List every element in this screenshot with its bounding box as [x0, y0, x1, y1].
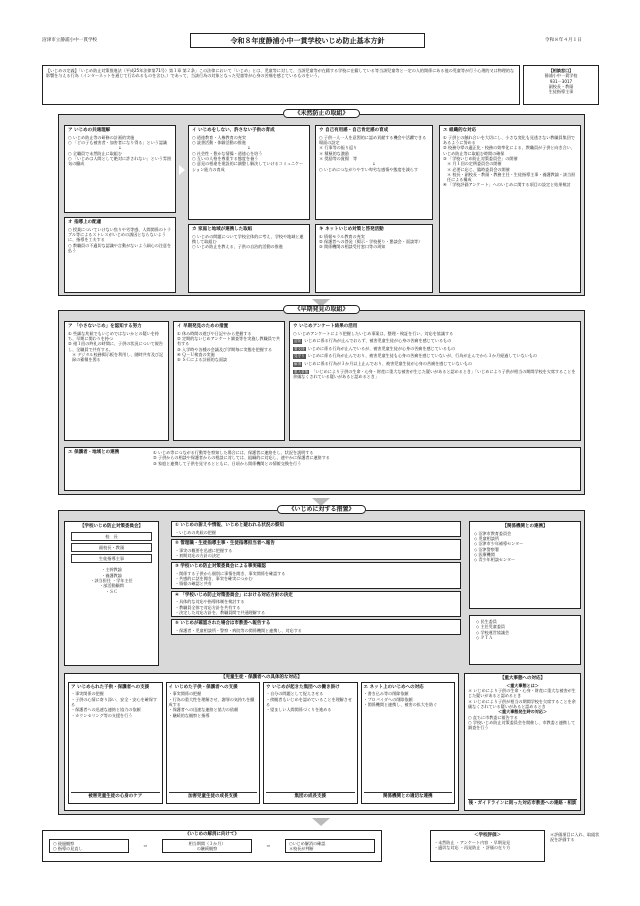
- list-item: ○ いじめにつながりやすい卑劣な感情や態度を減らす: [319, 166, 418, 172]
- prevention-c: [315, 125, 433, 220]
- contact-line: 生徒指導主事: [548, 89, 574, 95]
- prevention-e: [64, 217, 176, 293]
- agency-item: ◇ 沼津警察署: [474, 546, 499, 552]
- agency-item: ◇ 児童相談所: [474, 535, 499, 541]
- row-text: いじめに係る行為が止んでおらず、被害児童生徒が心身の苦痛を感じているもの: [304, 337, 452, 343]
- down-arrow-icon: ↓: [247, 145, 251, 151]
- support-col-title: イ いじめた子供・保護者への支援: [168, 684, 238, 690]
- early-a-title: ア 「小さないじめ」を認知する努力: [68, 324, 142, 329]
- list-item: ・適切な対応 ・再発防止 ・評価の在り方: [434, 844, 511, 850]
- list-item: ③ 関係機関の相談受付窓口等の周知: [319, 244, 386, 250]
- member-label: ・主幹教諭: [101, 567, 122, 573]
- right-arrow-icon: [179, 165, 185, 175]
- cooperation-title: エ 保護者・地域との連携: [68, 450, 120, 455]
- step-number: ②: [175, 540, 179, 546]
- member-label: ・養護教諭: [101, 572, 122, 578]
- list-item: ・自分の問題として捉えさせる: [266, 691, 324, 697]
- early-b-title: イ 早期発見のための措置: [177, 324, 229, 329]
- step-sub: ・事実の概要を迅速に把握する: [175, 547, 233, 553]
- list-item: ・行為の重大性を理解させ、謝罪の気持ちを醸成する: [168, 696, 255, 707]
- support-col-title: エ ネット上のいじめへの対応: [363, 684, 424, 690]
- table-row: [293, 346, 577, 352]
- step-item: [171, 591, 461, 618]
- prevention-d: [439, 125, 581, 293]
- list-item: ＊ デジタル校務掲示板を利用し、随時共有及び記録の蓄積を図る: [72, 351, 164, 363]
- agency-item: ◇ 医療機関: [474, 551, 495, 557]
- list-item: ・継続的な観察と指導: [168, 712, 210, 718]
- row-text: いじめに係る行為が止んでいるが、被害児童生徒が心身の苦痛を感じているもの: [307, 345, 456, 351]
- partners-box: [469, 615, 581, 665]
- member-label: ・部活動顧問: [99, 583, 124, 589]
- member-label: 副校長・教頭: [71, 543, 152, 552]
- list-item: ○ 教職員の不適切な認識や言動がないよう細心の注意を払う: [68, 242, 172, 253]
- early-detection-section: [58, 306, 585, 495]
- member-label: 校 長: [71, 532, 152, 541]
- list-item: ○ 社会性・豊かな情操・道徳心を培う: [192, 150, 263, 156]
- right-arrow-icon: ⇨: [143, 843, 148, 849]
- support-col: [263, 682, 358, 804]
- list-item: ・プロバイダへの削除依頼: [363, 696, 413, 702]
- prevention-f-title: カ 家庭と地域が連携した取組: [192, 227, 253, 232]
- support-col-foot: 加害児童生徒の成長支援: [169, 792, 258, 800]
- list-item: ○ 子供一人一人を意図的に認め貢献する機会や活躍できる場面の設定: [319, 134, 427, 145]
- prevention-b-title: イ いじめをしない、許さない子供の育成: [192, 128, 275, 133]
- list-item: ・事実関係の把握: [71, 691, 104, 697]
- list-item: ③ 家庭と連携して子供を見守るとともに、日頃から関係機関との情報交換を行う: [153, 460, 302, 466]
- resolution-heading: 《いじめの解消に向けて》: [185, 832, 239, 837]
- serious-foot: 後・ガイドラインに則った対応市教委への連絡・相談: [468, 801, 577, 807]
- row-tag: 重大事態: [294, 369, 309, 374]
- list-item: ・事実関係の把握: [168, 691, 202, 697]
- list-item: ・関係機関と連携し、被害の拡大を防ぐ: [363, 701, 438, 707]
- support-col-title: ウ いじめが起きた集団への働き掛け: [266, 684, 340, 690]
- list-item: ＊ 積極的な激励: [319, 150, 349, 156]
- list-item: ○ 学校いじめ防止対策委員会を開催し、市教委と連携して調査を行う: [468, 719, 576, 731]
- prevention-f: [188, 224, 310, 293]
- step-sub: ・具体的な対応や指導体制を検討する: [175, 599, 245, 605]
- list-item: ○ 指導の見直し: [53, 845, 83, 851]
- early-c-title: ウ いじめアンケート結果の活用: [293, 324, 358, 329]
- support-box: [64, 673, 459, 811]
- table-row: [293, 353, 577, 359]
- list-item: ＊ 校長・副校長・教頭・教務主任・生徒指導主事・養護教諭・該当担任による構成: [447, 171, 576, 183]
- list-item: ○ 経過観察: [53, 840, 75, 846]
- definition-box: [42, 65, 520, 105]
- partner-item: ◇ 学校運営協議会: [476, 629, 510, 635]
- prevention-e-title: オ 指導上の配慮: [68, 220, 102, 225]
- table-row: [293, 369, 577, 380]
- down-arrow-icon: ↓: [118, 145, 122, 151]
- list-item: ① 情報モラル教育の充実: [319, 233, 365, 239]
- resolution-left: [49, 839, 129, 854]
- list-item: ＊校長が判断: [289, 845, 314, 851]
- step-number: ④: [175, 592, 179, 598]
- partner-item: ◇ 民生委員: [476, 619, 497, 624]
- down-arrow-icon: ↓: [372, 161, 376, 167]
- list-item: ＊ いじめにより子供の生命・心身・財産に重大な被害が生じた疑いがあると認めるとき: [468, 687, 576, 699]
- list-item: ④ Ｑ－Ｕ検査の実施: [177, 351, 215, 357]
- row-tag: 見守り: [294, 354, 305, 359]
- support-col: [361, 682, 456, 804]
- early-c-intro: ○ いじめアンケートにより把握したいじめ事案は、整理・検証を行い、対応を協議する: [293, 330, 454, 336]
- resolution-mid: [162, 839, 252, 854]
- row-tag: 要支援: [294, 346, 305, 351]
- table-row: [293, 361, 577, 367]
- evaluation-box: [430, 830, 545, 862]
- list-item: ○ いじめ防止を教える、子供の自治的活動の推進: [192, 244, 283, 250]
- list-item: 相当期間（３か月）: [188, 840, 226, 846]
- list-item: ② 週１回の終礼の時間に、子供の状況について報告し、全職員で共有する。: [68, 341, 163, 352]
- evaluation-note: ＊評価項目に入れ、取組状況を評価する: [550, 832, 600, 843]
- evaluation-title: ＜学校評価＞: [474, 833, 501, 838]
- support-col: [166, 682, 261, 804]
- step-title: 「学校いじめ防止対策委員会」における対応方針の決定: [180, 592, 293, 598]
- down-arrow-icon: [312, 818, 330, 826]
- list-item: ⑤ ＳＣによる計画的な面談: [177, 357, 228, 363]
- contact-line: 静浦小中一貫学校: [544, 73, 578, 79]
- list-item: ・保護者への迅速な連絡と協力の依頼: [71, 707, 141, 713]
- contact-line: 副校長・教頭: [548, 83, 574, 89]
- row-text: 「いじめにより子供の生命・心身・財産に重大な被害が生じた疑いがあると認めるとき」「いじめにより子供が相当の期間学校を欠席することを余儀なくされている疑いがあると認めるとき」: [293, 368, 576, 380]
- response-steps: [171, 521, 461, 635]
- list-item: ・望ましい人間関係づくりを進める: [266, 707, 332, 713]
- step-sub: ・決定した対応方針を、教職員間で共通理解する: [175, 610, 266, 615]
- step-title: 学校いじめ防止対策委員会による事実確認: [180, 564, 266, 570]
- list-item: ① いじめ等につながる行動等を察知した場合には、保護者に連絡をし、状況を説明する: [153, 450, 314, 455]
- list-item: ＊ 行事等の振り返り: [319, 145, 358, 151]
- list-item: ④ 「学校評価アンケート」へのいじめに関する項目の設定と結果検討: [443, 182, 571, 188]
- document-date: 令和８年４月１日: [545, 38, 582, 43]
- support-col-foot: 被害児童生徒の心身のケア: [71, 792, 160, 800]
- prevention-c-title: ウ 自己有用感・自己肯定感の育成: [319, 128, 389, 133]
- list-item: ○ 直ちに市教委に報告する: [468, 714, 518, 720]
- step-title: いじめの訴えや情報、いじめと疑われる状況の察知: [180, 523, 284, 528]
- contact-line: 931－3017: [549, 78, 573, 84]
- early-c: [289, 321, 581, 441]
- list-item: ○ 意見の相違を建設的に調整し解決していけるコミュニケーション能力の育成: [192, 161, 304, 172]
- prevention-g: [315, 224, 433, 293]
- agency-item: ◇ 沼津市少年補導センター: [474, 541, 524, 547]
- right-arrow-icon: ⇨: [266, 843, 271, 849]
- list-item: ・カウンセリング等の支援を行う: [71, 712, 133, 718]
- prevention-g-title: キ ネットいじめ対策と啓発活動: [319, 227, 384, 232]
- list-item: ＜重大事態発生時の対応＞: [497, 709, 548, 715]
- response-section: [58, 506, 585, 815]
- list-item: ○ 道徳教育・人権教育の充実: [192, 134, 246, 140]
- serious-title: 【重大事態への対応】: [500, 676, 545, 681]
- prevention-d-title: エ 組織的な対応: [443, 128, 477, 133]
- agencies-box: [469, 521, 581, 609]
- list-item: ③ 「学校いじめ防止対策委員会」の開催: [443, 155, 518, 161]
- prevention-section: [58, 110, 585, 296]
- prevention-a-title: ア いじめの共通理解: [68, 128, 111, 133]
- list-item: ② 子供からの相談や保護者からの相談に対しては、組織的に対応し、速やかに保護者に連絡する: [153, 455, 330, 461]
- list-item: ② 校務分掌の適正化・校務の効率化による、教職員が子供と向き合い、いじめ防止等に取組む時間の確保: [443, 145, 575, 156]
- step-item: [171, 521, 461, 537]
- agency-item: ◇ 沼津市教育委員会: [474, 530, 512, 536]
- list-item: ○ 「どの子も被害者・加害者になり得る」という認識: [68, 139, 168, 145]
- step-title: いじめが確認された場合は市教委へ報告する: [180, 621, 271, 627]
- member-label: ・ＳＣ: [105, 588, 118, 594]
- table-row: [293, 338, 577, 344]
- list-item: ＊ 奨励等の賞揚 等: [319, 155, 358, 161]
- support-col: [68, 682, 163, 804]
- page-title: 令和８年度静浦小中一貫学校いじめ防止基本方針: [190, 33, 425, 48]
- serious-box: [464, 673, 581, 811]
- agency-item: ◇ 青少年相談センター: [474, 557, 516, 563]
- list-item: ① 些細な兆候でもいじめではないかとの疑いを持ち、早期に関わりを持つ: [68, 330, 159, 341]
- step-sub: ・初期対応の方針の決定: [175, 552, 221, 558]
- row-text: いじめに係る行為が３か月以上止んでおり、被害児童生徒が心身の苦痛を感じていないもの: [304, 360, 473, 366]
- list-item: ○いじめ解消の確認: [289, 840, 326, 846]
- row-tag: 解消: [294, 361, 302, 366]
- support-col-foot: 関係機関との適切な連携: [364, 792, 453, 800]
- step-number: ⑤: [175, 621, 179, 627]
- row-text: いじめに係る行為が止んでおり、被害児童生徒も心身の苦痛を感じていないが、行為が止んでから３か月経過していないもの: [307, 353, 538, 359]
- committee-box: [64, 521, 159, 666]
- list-item: ① 子供との触れ合いを大切にし、小さな変化も見逃さない教職員集団であるように努める: [443, 134, 575, 145]
- list-item: ・保護者への迅速な連絡と協力の依頼: [168, 707, 239, 713]
- list-item: ○ 全職員で未然防止に取組む: [68, 150, 122, 156]
- resolution-box: [42, 830, 382, 862]
- list-item: ＜重大事態とは＞: [506, 682, 539, 688]
- agencies-title: 【関係機関との連携】: [502, 524, 548, 529]
- list-item: ・未然防止 ・アンケート内容 ・早期発見: [434, 839, 511, 845]
- prevention-heading: 《未然防止の取組》: [283, 109, 359, 118]
- resolution-right: [285, 839, 375, 854]
- step-title: 管理職・生徒指導主事・生徒指導担当者へ報告: [180, 540, 275, 546]
- list-item: ② 保護者への啓発（掲示・学校便り・懇談会・面談等）: [319, 238, 423, 244]
- list-item: ・傍観者もいじめを認めていることを理解させる: [266, 696, 352, 707]
- contact-box: [523, 65, 599, 105]
- early-a: [64, 321, 169, 441]
- support-col-foot: 集団の成長支援: [266, 792, 355, 800]
- step-sub: ・情報の確認と共有: [175, 581, 212, 587]
- list-item: ② 定期的ないじめアンケート調査等を実施し教職員で共有する: [177, 335, 280, 347]
- list-item: ○ 互いの人格を尊重する態度を養う: [192, 155, 259, 161]
- list-item: ・書き込み等の削除依頼: [363, 691, 409, 697]
- support-col-title: ア いじめられた子供・保護者への支援: [71, 684, 150, 690]
- definition-text: 【いじめの定義】「いじめ防止対策推進法（平成25年法律第71号）第１章 第２条」この法律において「いじめ」とは、児童等に対して、当該児童等が在籍する学校に在籍している等当該児童等と一定の人的関係にある他の児童等が行う心理的又は物理的な影響を与える行為（インターネットを通じて行われるものを含む。）であって、当該行為の対象となった児童等が心身の苦痛を感じているものをいう。: [46, 68, 515, 79]
- list-item: ＊ いじめにより子供が相当の期間学校を欠席することを余儀なくされている疑いがあると認めるとき: [468, 698, 576, 709]
- contact-title: 【相談窓口】: [548, 68, 574, 73]
- list-item: ＊ 必要に応じ、臨時委員会の開催: [447, 166, 510, 172]
- step-sub: ・関係する子供から個別に事情を聞き、事実関係を確認する: [175, 570, 286, 576]
- committee-title: 【学校いじめ防止対策委員会】: [80, 524, 143, 529]
- list-item: ○ いじめ防止等の研修の計画的実施: [68, 134, 135, 140]
- row-tag: 認知: [294, 338, 302, 343]
- step-item: [171, 562, 461, 589]
- cooperation-box: [64, 447, 581, 491]
- list-item: ① 休み時間の遊びや日記やから把握する: [177, 330, 252, 336]
- support-heading: 【児童生徒・保護者への具体的な対応】: [221, 675, 302, 680]
- list-item: の継続観察: [196, 845, 218, 851]
- partner-item: ◇ ＰＴＡ: [476, 634, 493, 640]
- list-item: ・子供の心情に寄り添い、安全・安心を確保する: [71, 696, 157, 707]
- school-name: 沼津市立静浦小中一貫学校: [42, 38, 98, 43]
- step-sub: ・教職員全体で対応方針を共有する: [175, 604, 241, 610]
- step-item: [171, 619, 461, 635]
- list-item: ○ 「いじめは人間として絶対に許されない」という雰囲気の醸成: [68, 155, 172, 167]
- list-item: ＊ 月１回の定例委員会の開催: [447, 161, 502, 167]
- step-sub: ・いじめの兆候の把握: [175, 529, 216, 535]
- early-b: [173, 321, 285, 441]
- early-heading: 《早期発見の取組》: [283, 305, 359, 314]
- step-number: ③: [175, 564, 179, 570]
- list-item: ③ 入学時や各種の会議及び学期毎に実態を把握する: [177, 346, 273, 352]
- response-heading: 《いじめに対する措置》: [277, 505, 365, 514]
- member-label: 生徒指導主事: [71, 554, 152, 563]
- member-label: ・該当担任 ・学年主任: [90, 578, 133, 583]
- list-item: ○ 授業についていけない焦りや劣等感、人間関係のトラブル等によるストレスがいじめの誘因とならないように、指導を工夫する: [68, 226, 172, 243]
- partner-item: ◇ 主任児童委員: [476, 624, 506, 630]
- step-sub: ・保護者・児童相談所・警察・病院等の関係機関と連携し、対応する: [175, 627, 302, 633]
- step-number: ①: [175, 523, 179, 528]
- list-item: ○ いじめの問題について学校全体的に考え、学校や地域と連携して取組む: [192, 233, 304, 244]
- prevention-a: [64, 125, 176, 213]
- step-item: [171, 539, 461, 560]
- list-item: ○ 読書活動・体験活動の推進: [192, 139, 246, 145]
- step-sub: ・共感的に話を聞き、事実を確実につかむ: [175, 576, 253, 582]
- prevention-b: [188, 125, 310, 220]
